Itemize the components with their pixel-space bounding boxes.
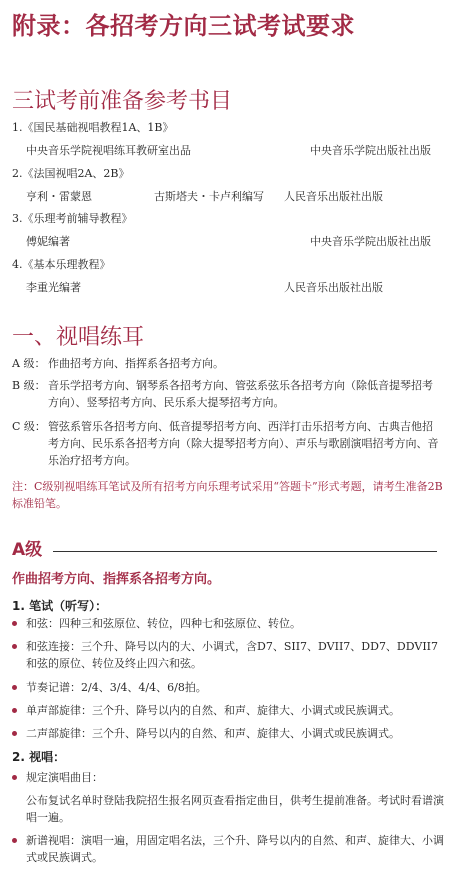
bullet-dot-icon xyxy=(12,708,17,713)
book-info-row xyxy=(26,190,446,204)
level-label: B 级： xyxy=(12,379,46,392)
level-text: 音乐学招考方向、钢琴系各招考方向、管弦系弦乐各招考方向（除低音提琴招考方向）、竖琴招考方向、民乐系大提琴招考方向。 xyxy=(48,379,433,409)
list-item: 规定演唱曲目： xyxy=(12,769,446,786)
book-title: 3.《乐理考前辅导教程》 xyxy=(12,212,133,225)
level-text: 管弦系管乐各招考方向、低音提琴招考方向、西洋打击乐招考方向、古典吉他招考方向、民乐系各招考方向（除大提琴招考方向）、声乐与歌剧演唱招考方向、音乐治疗招考方向。 xyxy=(48,420,439,467)
book-title: 4.《基本乐理教程》 xyxy=(12,258,111,271)
book-publisher: 中央音乐学院出版社出版 xyxy=(310,235,431,248)
book-title: 1.《国民基础视唱教程1A、1B》 xyxy=(12,121,174,134)
heading-rule xyxy=(53,551,437,552)
appendix-title: 附录：各招考方向三试考试要求 xyxy=(12,12,355,40)
book-authors: 李重光编著 xyxy=(26,281,81,294)
level-a-directions: 作曲招考方向、指挥系各招考方向。 xyxy=(12,572,221,587)
sight-singing-heading: 2. 视唱： xyxy=(12,750,66,764)
list-item: 新谱视唱：演唱一遍，用固定唱名法，三个升、降号以内的自然、和声、旋律大、小调式或民族调式。 xyxy=(12,832,446,866)
bullet-dot-icon xyxy=(12,775,17,780)
list-item: 和弦：四种三和弦原位、转位，四种七和弦原位、转位。 xyxy=(12,615,446,632)
written-exam-heading: 1. 笔试（听写）： xyxy=(12,599,108,613)
book-info-row xyxy=(26,144,446,158)
level-label: A 级： xyxy=(12,357,46,370)
bullet-dot-icon xyxy=(12,731,17,736)
book-publisher: 人民音乐出版社出版 xyxy=(284,190,383,203)
level-text: 作曲招考方向、指挥系各招考方向。 xyxy=(48,357,224,370)
book-publisher: 中央音乐学院出版社出版 xyxy=(310,144,431,157)
book-publisher: 人民音乐出版社出版 xyxy=(284,281,383,294)
list-item: 节奏记谱：2/4、3/4、4/4、6/8拍。 xyxy=(12,679,446,696)
bullet-dot-icon xyxy=(12,644,17,649)
bullet-dot-icon xyxy=(12,838,17,843)
level-a-heading: A级 xyxy=(12,540,43,560)
answer-sheet-note: 注：C级别视唱练耳笔试及所有招考方向乐理考试采用“答题卡”形式考题，请考生准备2B标准铅笔。 xyxy=(12,480,443,510)
book-title: 2.《法国视唱2A、2B》 xyxy=(12,167,130,180)
level-description xyxy=(12,418,442,469)
required-piece-detail: 公布复试名单时登陆我院招生报名网页查看指定曲目，供考生提前准备。考试时看谱演唱一遍。 xyxy=(26,794,444,824)
level-label: C 级： xyxy=(12,420,46,433)
list-item: 和弦连接：三个升、降号以内的大、小调式，含D7、SII7、DVII7、DD7、DDVII7和弦的原位、转位及终止四六和弦。 xyxy=(12,638,446,672)
bullet-dot-icon xyxy=(12,685,17,690)
level-description xyxy=(12,355,442,372)
book-info-row xyxy=(26,235,446,249)
list-item: 单声部旋律：三个升、降号以内的自然、和声、旋律大、小调式或民族调式。 xyxy=(12,702,446,719)
bullet-dot-icon xyxy=(12,621,17,626)
book-authors: 亨利・雷蒙恩 xyxy=(26,190,92,203)
booklist-title: 三试考前准备参考书目 xyxy=(12,89,233,114)
book-authors: 中央音乐学院视唱练耳教研室出品 xyxy=(26,144,191,157)
book-translator: 古斯塔夫・卡卢利编写 xyxy=(154,190,264,203)
list-item: 二声部旋律：三个升、降号以内的自然、和声、旋律大、小调式或民族调式。 xyxy=(12,725,446,742)
book-authors: 傅妮编著 xyxy=(26,235,70,248)
level-description xyxy=(12,377,442,411)
section-title-sight-singing: 一、视唱练耳 xyxy=(12,325,145,350)
book-info-row xyxy=(26,281,446,295)
